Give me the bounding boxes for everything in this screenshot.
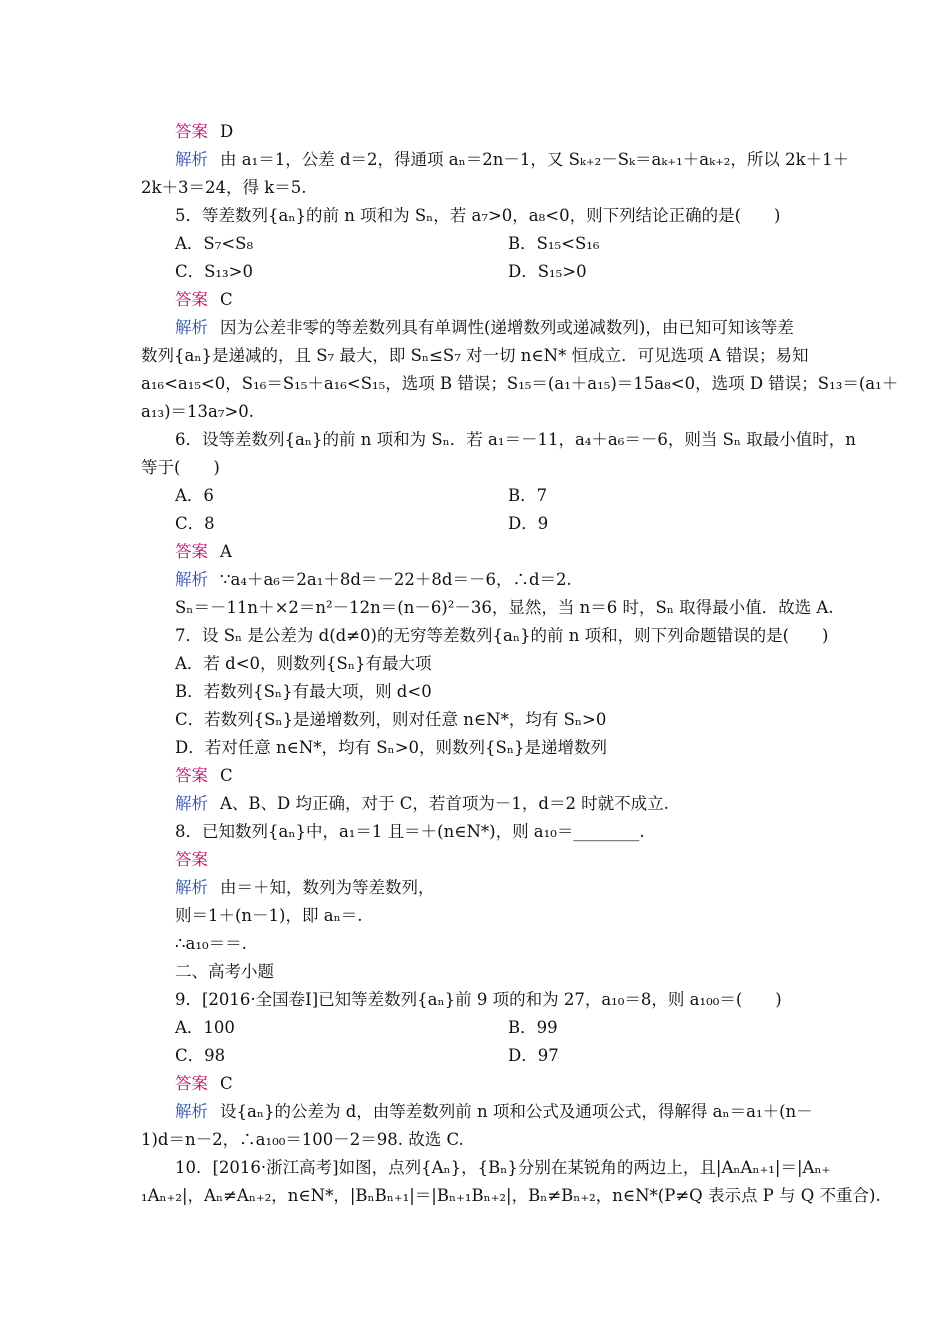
line-text: 因为公差非零的等差数列具有单调性(递增数列或递减数列)，由已知可知该等差 [220,318,794,337]
answer-label: 答案 [175,290,208,309]
line-text: ∵a₄＋a₆＝2a₁＋8d＝－22＋8d＝－6，∴d＝2. [220,570,572,589]
question-line [0,626,950,646]
option-left: A．100 [175,1018,235,1037]
answer-line [0,850,950,870]
explanation-line [0,570,950,590]
continuation-line [0,178,950,198]
option-right: B．99 [508,1018,558,1037]
option-right: B．7 [508,486,548,505]
question-line [0,990,950,1010]
line-text: 设{aₙ}的公差为 d，由等差数列前 n 项和公式及通项公式，得解得 aₙ＝a₁＋(n－ [220,1102,813,1121]
line-text: Sₙ＝－11n＋×2＝n²－12n＝(n－6)²－36，显然，当 n＝6 时，Sₙ 取得最小值．故选 A. [175,598,834,617]
line-text: B．若数列{Sₙ}有最大项，则 d<0 [175,682,432,701]
option-left: A．S₇<S₈ [175,234,254,253]
line-text: 6．设等差数列{aₙ}的前 n 项和为 Sₙ．若 a₁＝－11，a₄＋a₆＝－6，则当 Sₙ 取最小值时，n [175,430,856,449]
text-line [0,710,950,730]
line-text: 7．设 Sₙ 是公差为 d(d≠0)的无穷等差数列{aₙ}的前 n 项和，则下列命题错误的是( ) [175,626,829,645]
explanation-label: 解析 [175,570,208,589]
question-line [0,206,950,226]
line-text: ₁Aₙ₊₂|，Aₙ≠Aₙ₊₂，n∈N*，|BₙBₙ₊₁|＝|Bₙ₊₁Bₙ₊₂|，Bₙ≠Bₙ₊₂，n∈N*(P≠Q 表示点 P 与 Q 不重合). [141,1186,881,1205]
line-text: 8．已知数列{aₙ}中，a₁＝1 且＝＋(n∈N*)，则 a₁₀＝________. [175,822,645,841]
option-left: A．6 [175,486,214,505]
continuation-line [0,346,950,366]
line-text: ∴a₁₀＝＝. [175,934,247,953]
answer-line [0,122,950,142]
line-text: C [220,1074,233,1093]
line-text: D [220,122,234,141]
answer-line [0,290,950,310]
line-text: A、B、D 均正确，对于 C，若首项为－1，d＝2 时就不成立. [220,794,669,813]
answer-label: 答案 [175,850,208,869]
answer-label: 答案 [175,542,208,561]
option-left: C．S₁₃>0 [175,262,253,281]
explanation-line [0,1102,950,1122]
text-line [0,682,950,702]
line-text: a₁₆<a₁₅<0，S₁₆＝S₁₅＋a₁₆<S₁₅，选项 B 错误；S₁₅＝(a₁＋a₁₅)＝15a₈<0，选项 D 错误；S₁₃＝(a₁＋ [141,374,899,393]
explanation-line [0,878,950,898]
line-text: 2k＋3＝24，得 k＝5. [141,178,307,197]
line-text: A．若 d<0，则数列{Sₙ}有最大项 [175,654,432,673]
line-text: 1)d＝n－2，∴a₁₀₀＝100－2＝98. 故选 C. [141,1130,464,1149]
text-line [0,654,950,674]
line-text: 由 a₁＝1，公差 d＝2，得通项 aₙ＝2n－1，又 Sₖ₊₂－Sₖ＝aₖ₊₁＋aₖ₊₂，所以 2k＋1＋ [220,150,850,169]
option-left: C．98 [175,1046,226,1065]
answer-label: 答案 [175,122,208,141]
line-text: C．若数列{Sₙ}是递增数列，则对任意 n∈N*，均有 Sₙ>0 [175,710,607,729]
explanation-label: 解析 [175,150,208,169]
explanation-label: 解析 [175,1102,208,1121]
text-line [0,738,950,758]
continuation-line [0,374,950,394]
answer-label: 答案 [175,766,208,785]
text-line [0,598,950,618]
explanation-line [0,794,950,814]
question-line [0,822,950,842]
explanation-label: 解析 [175,318,208,337]
explanation-line [0,318,950,338]
question-line [0,430,950,450]
line-text: C [220,290,233,309]
text-line [0,906,950,926]
explanation-label: 解析 [175,878,208,897]
option-right: D．97 [508,1046,559,1065]
explanation-line [0,150,950,170]
line-text: C [220,766,233,785]
line-text: a₁₃)＝13a₇>0. [141,402,255,421]
line-text: 则＝1＋(n－1)，即 aₙ＝. [175,906,363,925]
continuation-line [0,1186,950,1206]
answer-line [0,766,950,786]
answer-label: 答案 [175,1074,208,1093]
line-text: 等于( ) [141,458,220,477]
answer-line [0,1074,950,1094]
text-line [0,962,950,982]
option-right: D．S₁₅>0 [508,262,587,281]
option-right: D．9 [508,514,549,533]
line-text: 由＝＋知，数列为等差数列， [220,878,435,897]
explanation-label: 解析 [175,794,208,813]
continuation-line [0,458,950,478]
line-text: 5．等差数列{aₙ}的前 n 项和为 Sₙ，若 a₇>0，a₈<0，则下列结论正确的是( ) [175,206,781,225]
question-line [0,1158,950,1178]
continuation-line [0,1130,950,1150]
line-text: 10．[2016·浙江高考]如图，点列{Aₙ}，{Bₙ}分别在某锐角的两边上，且|AₙAₙ₊₁|＝|Aₙ₊ [175,1158,831,1177]
text-line [0,934,950,954]
continuation-line [0,402,950,422]
option-right: B．S₁₅<S₁₆ [508,234,600,253]
line-text: 9．[2016·全国卷Ⅰ]已知等差数列{aₙ}前 9 项的和为 27，a₁₀＝8，则 a₁₀₀＝( ) [175,990,782,1009]
answer-line [0,542,950,562]
line-text: 二、高考小题 [175,962,274,981]
line-text: A [220,542,232,561]
line-text: 数列{aₙ}是递减的，且 S₇ 最大，即 Sₙ≤S₇ 对一切 n∈N* 恒成立．可见选项 A 错误；易知 [141,346,809,365]
option-left: C．8 [175,514,215,533]
line-text: D．若对任意 n∈N*，均有 Sₙ>0，则数列{Sₙ}是递增数列 [175,738,607,757]
